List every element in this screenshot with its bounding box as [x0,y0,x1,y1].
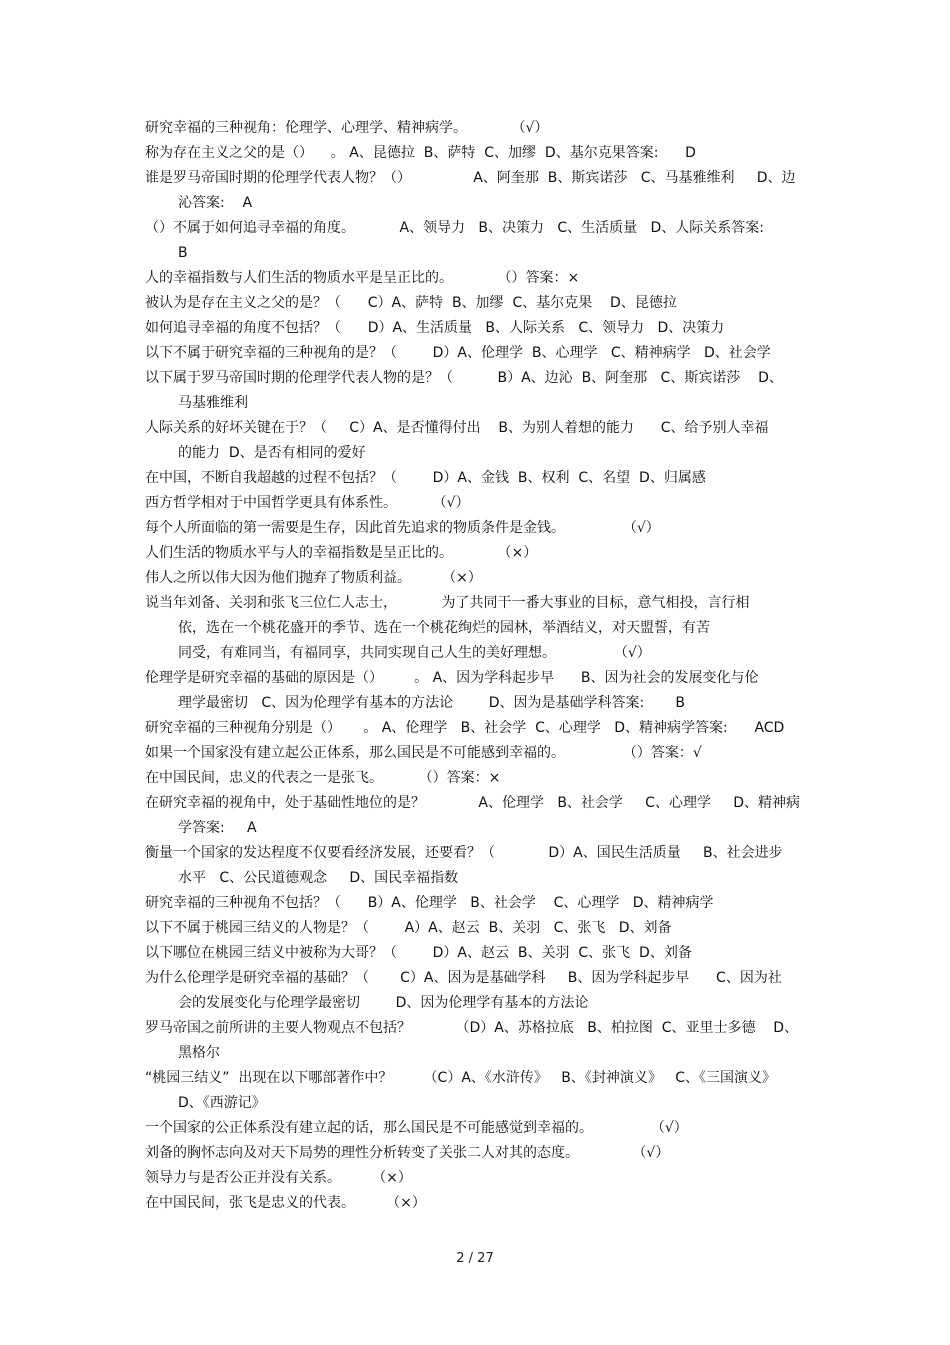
text-line: 人的幸福指数与人们生活的物质水平是呈正比的。 （）答案：× [145,270,580,286]
text-line-continuation: D、《西游记》 [178,1095,266,1111]
text-line: 谁是罗马帝国时期的伦理学代表人物？（） A、阿奎那 B、斯宾诺莎 C、马基雅维利 D、边 [145,170,796,186]
text-line: 在中国，不断自我超越的过程不包括？（ D）A、金钱 B、权利 C、名望 D、归属感 [145,470,706,486]
text-line: 在研究幸福的视角中，处于基础性地位的是？ A、伦理学 B、社会学 C、心理学 D、精神病 [145,795,800,811]
text-line-continuation: B [178,245,188,261]
text-line: 西方哲学相对于中国哲学更具有体系性。 （√） [145,495,470,511]
text-line: （）不属于如何追寻幸福的角度。 A、领导力 B、决策力 C、生活质量 D、人际关系答案: [145,220,765,236]
text-line: 被认为是存在主义之父的是？（ C）A、萨特 B、加缪 C、基尔克果 D、昆德拉 [145,295,677,311]
text-line: 研究幸福的三种视角分别是（） 。 A、伦理学 B、社会学 C、心理学 D、精神病学答案: ACD [145,720,785,736]
text-line: 人际关系的好坏关键在于？（ C）A、是否懂得付出 B、为别人着想的能力 C、给予别人幸福 [145,420,769,436]
text-line: 说当年刘备、关羽和张飞三位仁人志士， 为了共同干一番大事业的目标，意气相投，言行相 [145,595,750,611]
text-line-continuation: 的能力 D、是否有相同的爱好 [178,445,366,461]
text-line-continuation: 会的发展变化与伦理学最密切 D、因为伦理学有基本的方法论 [178,995,589,1011]
text-line: 研究幸福的三种视角：伦理学、心理学、精神病学。 （√） [145,120,549,136]
text-line: 刘备的胸怀志向及对天下局势的理性分析转变了关张二人对其的态度。 （√） [145,1145,670,1161]
text-line: “桃园三结义” 出现在以下哪部著作中？ （C）A、《水浒传》 B、《封神演义》 C、《三国演义》 [145,1070,776,1086]
text-line: 称为存在主义之父的是（） 。 A、昆德拉 B、萨特 C、加缪 D、基尔克果答案: D [145,145,696,161]
text-line-continuation: 沁答案: A [178,195,253,211]
text-line-continuation: 同受，有难同当，有福同享，共同实现自己人生的美好理想。 （√） [178,645,651,661]
text-line: 以下不属于桃园三结义的人物是？（ A）A、赵云 B、关羽 C、张飞 D、刘备 [145,920,672,936]
text-line-continuation: 水平 C、公民道德观念 D、国民幸福指数 [178,870,459,886]
text-line-continuation: 黑格尔 [178,1045,220,1061]
text-line: 一个国家的公正体系没有建立起的话，那么国民是不可能感觉到幸福的。 （√） [145,1120,688,1136]
text-line: 如果一个国家没有建立起公正体系，那么国民是不可能感到幸福的。 （）答案：√ [145,745,702,761]
text-line: 以下属于罗马帝国时期的伦理学代表人物的是？（ B）A、边沁 B、阿奎那 C、斯宾诺莎 D、 [145,370,783,386]
text-line: 如何追寻幸福的角度不包括？（ D）A、生活质量 B、人际关系 C、领导力 D、决策力 [145,320,725,336]
text-line-continuation: 马基雅维利 [178,395,248,411]
text-line-continuation: 学答案: A [178,820,257,836]
text-line: 伦理学是研究幸福的基础的原因是（） 。 A、因为学科起步早 B、因为社会的发展变化与伦 [145,670,759,686]
text-line: 每个人所面临的第一需要是生存，因此首先追求的物质条件是金钱。 （√） [145,520,660,536]
text-line: 以下不属于研究幸福的三种视角的是？（ D）A、伦理学 B、心理学 C、精神病学 D、社会学 [145,345,771,361]
document-body [145,116,815,1216]
text-line: 领导力与是否公正并没有关系。 （×） [145,1170,412,1186]
page-number: 2 / 27 [456,1251,494,1266]
text-line: 研究幸福的三种视角不包括？（ B）A、伦理学 B、社会学 C、心理学 D、精神病学 [145,895,714,911]
text-line: 在中国民间，张飞是忠义的代表。 （×） [145,1195,426,1211]
text-line-continuation: 理学最密切 C、因为伦理学有基本的方法论 D、因为是基础学科答案: B [178,695,685,711]
text-line: 人们生活的物质水平与人的幸福指数是呈正比的。 （×） [145,545,538,561]
text-line: 以下哪位在桃园三结义中被称为大哥？（ D）A、赵云 B、关羽 C、张飞 D、刘备 [145,945,692,961]
text-line-continuation: 依，选在一个桃花盛开的季节、选在一个桃花绚烂的园林，举酒结义，对天盟誓，有苦 [178,620,710,636]
text-line: 伟人之所以伟大因为他们抛弃了物质利益。 （×） [145,570,482,586]
text-line: 衡量一个国家的发达程度不仅要看经济发展，还要看？（ D）A、国民生活质量 B、社会进步 [145,845,783,861]
text-line: 在中国民间，忠义的代表之一是张飞。 （）答案：× [145,770,501,786]
text-line: 罗马帝国之前所讲的主要人物观点不包括？ （D）A、苏格拉底 B、柏拉图 C、亚里士多德 D、 [145,1020,799,1036]
text-line: 为什么伦理学是研究幸福的基础？（ C）A、因为是基础学科 B、因为学科起步早 C、因为社 [145,970,782,986]
